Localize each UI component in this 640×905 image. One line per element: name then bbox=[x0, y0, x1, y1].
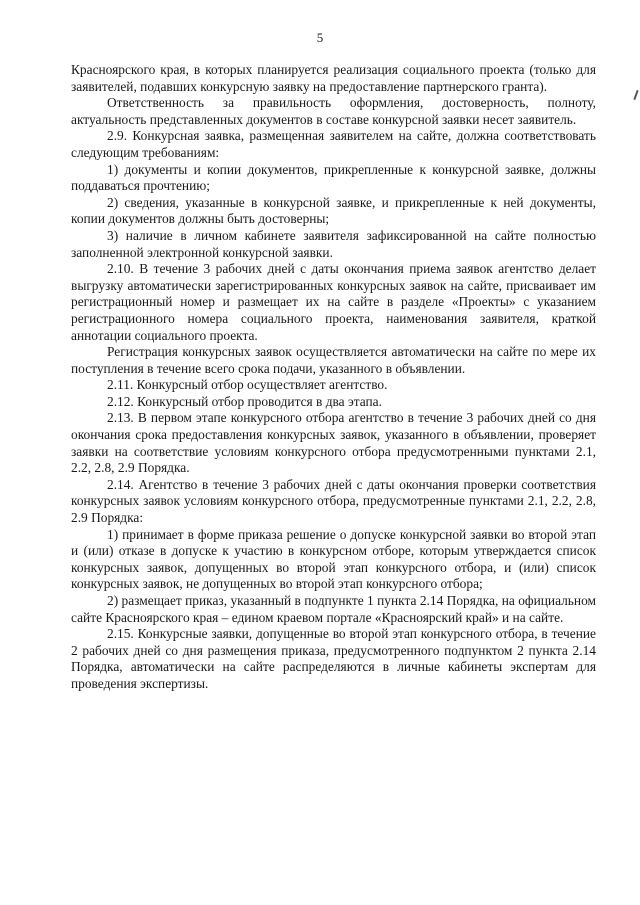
document-body bbox=[71, 62, 596, 693]
page-number: 5 bbox=[316, 30, 324, 45]
paragraph-0: Красноярского края, в которых планируется реализация социального проекта (только для заявителей, подавших конкурсную заявку на предоставление партнерского гранта). bbox=[71, 62, 596, 94]
paragraph-2-14-item-2: 2) размещает приказ, указанный в подпункте 1 пункта 2.14 Порядка, на официальном сайте Красноярского края – едином краевом портале «Красноярский край» и на сайте. bbox=[71, 593, 596, 625]
paragraph-2-11: 2.11. Конкурсный отбор осуществляет агентство. bbox=[107, 377, 388, 393]
scan-mark bbox=[633, 90, 638, 100]
paragraph-2-9: 2.9. Конкурсная заявка, размещенная заявителем на сайте, должна соответствовать следующим требованиям: bbox=[71, 128, 596, 160]
paragraph-2-9-item-1: 1) документы и копии документов, прикрепленные к конкурсной заявке, должны поддаваться прочтению; bbox=[71, 161, 596, 194]
paragraph-2-14: 2.14. Агентство в течение 3 рабочих дней с даты окончания проверки соответствия конкурсных заявок условиям конкурсного отбора, предусмотренные пунктами 2.1, 2.2, 2.8, 2.9 Порядка: bbox=[71, 476, 596, 526]
paragraph-2-13: 2.13. В первом этапе конкурсного отбора агентство в течение 3 рабочих дней со дня окончания срока предоставления конкурсных заявок, указанного в объявлении, проверяет заявки на соответствие условиям конкурсного отбора предусмотренными пунктами 2.1, 2.2, 2.8, 2.9 Порядка. bbox=[71, 410, 596, 476]
paragraph-2-10: 2.10. В течение 3 рабочих дней с даты окончания приема заявок агентство делает выгрузку автоматически зарегистрированных конкурсных заявок на сайте, присваивает им регистрационный номер и размещает их на сайте в разделе «Проекты» с указанием регистрационного номера социального проекта, наименования заявителя, краткой аннотации социального проекта. bbox=[71, 261, 596, 343]
paragraph-2-9-item-2: 2) сведения, указанные в конкурсной заявке, и прикрепленные к ней документы, копии документов должны быть достоверны; bbox=[71, 194, 596, 227]
paragraph-2-12: 2.12. Конкурсный отбор проводится в два этапа. bbox=[107, 393, 382, 409]
paragraph-registration: Регистрация конкурсных заявок осуществляется автоматически на сайте по мере их поступления в течение всего срока подачи, указанного в объявлении. bbox=[71, 344, 596, 376]
paragraph-2-15: 2.15. Конкурсные заявки, допущенные во второй этап конкурсного отбора, в течение 2 рабочих дней со дня размещения приказа, предусмотренного подпунктом 2 пункта 2.14 Порядка, автоматически на сайте распределяются в личные кабинеты экспертам для проведения экспертизы. bbox=[71, 626, 596, 691]
paragraph-2-9-item-3: 3) наличие в личном кабинете заявителя зафиксированной на сайте полностью заполненной электронной конкурсной заявки. bbox=[71, 227, 596, 260]
paragraph-1: Ответственность за правильность оформления, достоверность, полноту, актуальность представленных документов в составе конкурсной заявки несет заявитель. bbox=[71, 95, 596, 127]
paragraph-2-14-item-1: 1) принимает в форме приказа решение о допуске конкурсной заявки во второй этап и (или) отказе в допуске к участию в конкурсном отборе, которым утверждается список конкурсных заявок, допущенных во второй этап конкурсного отбора, и (или) список конкурсных заявок, не допущенных во второй этап конкурсного отбора; bbox=[71, 526, 596, 592]
